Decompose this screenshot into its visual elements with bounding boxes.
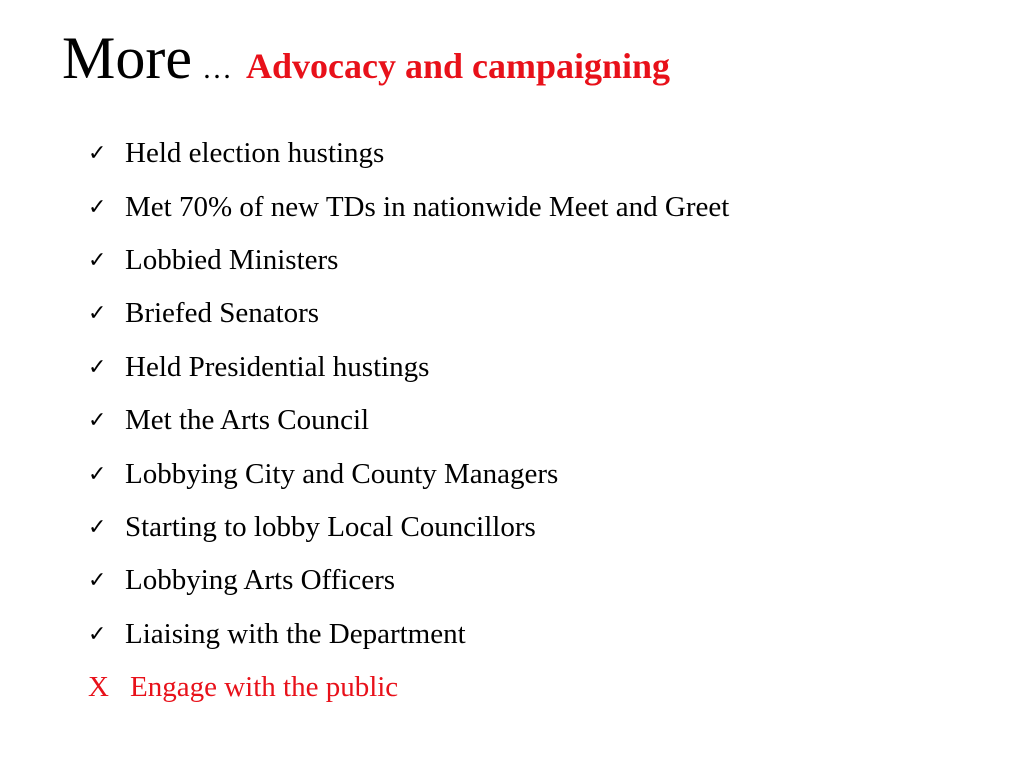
list-item [88,234,729,287]
list-item-text: Starting to lobby Local Councillors [125,510,536,543]
checkmark-icon: ✓ [88,408,107,434]
list-item-text: Held Presidential hustings [125,350,430,383]
list-item [88,661,729,714]
list-item [88,180,729,233]
checkmark-icon: ✓ [88,461,107,487]
list-item [88,447,729,500]
list-item-text: Lobbying Arts Officers [125,564,396,597]
list-item-text: Lobbying City and County Managers [125,457,559,490]
list-item-text: Liaising with the Department [125,617,466,650]
list-item-text: Briefed Senators [125,297,320,330]
checkmark-icon: ✓ [88,194,107,220]
list-item [88,127,729,180]
list-item [88,501,729,554]
list-item [88,608,729,661]
title-ellipsis: … [201,52,232,85]
list-item-text: Held election hustings [125,137,385,170]
achievement-list [88,127,729,714]
checkmark-icon: ✓ [88,247,107,273]
list-item-text: Engage with the public [130,671,399,704]
list-item-text: Lobbied Ministers [125,243,339,276]
list-item [88,287,729,340]
list-item-text: Met the Arts Council [125,404,370,437]
title-subtitle: Advocacy and campaigning [245,46,671,86]
checkmark-icon: ✓ [88,514,107,540]
checkmark-icon: ✓ [88,621,107,647]
checkmark-icon: ✓ [88,141,107,167]
list-item [88,394,729,447]
checkmark-icon: ✓ [88,301,107,327]
list-item-text: Met 70% of new TDs in nationwide Meet and Greet [125,190,730,223]
checkmark-icon: ✓ [88,354,107,380]
list-item [88,554,729,607]
title-main: More [62,25,192,91]
checkmark-icon: ✓ [88,568,107,594]
slide-title [62,25,671,91]
cross-icon: X [88,671,109,704]
list-item [88,341,729,394]
